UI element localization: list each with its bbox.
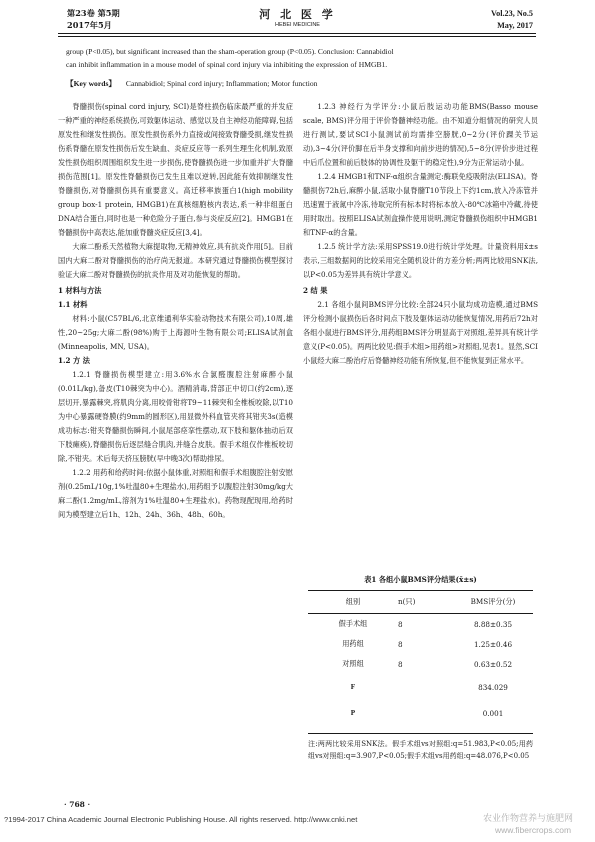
table-cell: 834.029 bbox=[478, 682, 508, 692]
page-number: · 768 · bbox=[64, 800, 91, 809]
abstract-line-2: can inhibit inflammation in a mouse model of spinal cord injury via inhibiting the expression of HMGB1. bbox=[66, 60, 388, 69]
table-cell: 8 bbox=[398, 659, 403, 669]
table-row bbox=[308, 654, 533, 674]
results-paragraph: 2.1 各组小鼠间BMS评分比较:全部24只小鼠均成功造模,通过BMS评分检测小鼠损伤后各时间点下肢及躯体运动功能恢复情况,用药后72h对各组小鼠进行BMS评分,用药组BMS评分明显高于对照组,差异具有统计学意义(P<0.05)。两两比较见:假手术组>用药组>对照组,见表1。显然,SCI小鼠经大麻二酚治疗后脊髓神经功能有所恢复,但不能恢复到正常水平。 bbox=[303, 300, 538, 365]
bms-method-paragraph: 1.2.3 神经行为学评分:小鼠后肢运动功能BMS(Basso mouse scale, BMS)评分用于评价脊髓神经功能。由不知道分组情况的研究人员进行测试,要试SCI小鼠测试前均需排空膀胱,0~2分(评价踝关节运动),3~4分(评价脚在后半身支撑和向前步进的情况),5~8分(评价步进过程中后爪位置和前后肢体的协调性及躯干的稳定性),9分为正常运动小鼠。 bbox=[303, 102, 538, 167]
left-column bbox=[58, 100, 293, 800]
table-note: 注:两两比较采用SNK法。假手术组vs对照组:q=51.983,P<0.05;用药组vs对照组:q=3.907,P<0.05;假手术组vs用药组:q=48.076,P<0.05 bbox=[308, 740, 533, 760]
header-date-right: May, 2017 bbox=[497, 21, 533, 30]
header-date-left: 2017年5月 bbox=[67, 20, 112, 30]
intro-paragraph-1: 脊髓损伤(spinal cord injury, SCI)是脊柱损伤临床最严重的并发症一种严重的神经系统损伤,可致躯体运动、感觉以及自主神经功能障碍,包括原发性和继发性损伤。原发性损伤系外力直接或间接致脊髓受损,继发性损伤系脊髓在原发性损伤后发生缺血、炎症反应等一系列生理生化机制,致原发性损伤组织周围组织发生进一步损伤,使脊髓损伤进一步加重并扩大脊髓损伤范围[1]。原发性脊髓损伤已发生且难以逆转,因此能有效抑制继发性脊髓损伤,对脊髓损伤具有重要意义。高迁移率族蛋白1(high mobility group box-1 protein, HMGB1)在真核细胞核内表达,系一种非组蛋白DNA结合蛋白,同时也是一种危险分子蛋白,参与炎症反应[2]。HMGB1在脊髓损伤中高表达,能加重脊髓炎症反应[3,4]。 bbox=[58, 102, 293, 237]
intro-paragraph-2: 大麻二酚系天然植物大麻提取物,无精神效应,具有抗炎作用[5]。目前国内大麻二酚对脊髓损伤的治疗尚无报道。本研究通过脊髓损伤模型探讨验证大麻二酚对脊髓损伤的抗炎作用及对功能恢复的帮助。 bbox=[58, 242, 293, 279]
table-row bbox=[308, 614, 533, 634]
table-cell: 0.001 bbox=[482, 708, 504, 718]
table-cell bbox=[398, 700, 453, 726]
journal-title: 河 北 医 学 bbox=[259, 8, 336, 21]
table-bottom-rule bbox=[308, 733, 533, 734]
table-header-cell: n(只) bbox=[398, 597, 416, 606]
table-header-cell: 组别 bbox=[345, 597, 361, 606]
table-cell: 8 bbox=[398, 619, 403, 629]
header-volume-left: 第23卷 第5期 bbox=[67, 8, 120, 18]
watermark-logo: 农业作物营养与施肥网 bbox=[483, 813, 574, 823]
table-row bbox=[308, 674, 533, 700]
bms-table bbox=[308, 592, 533, 612]
bms-table-body bbox=[308, 614, 533, 726]
keywords-label: 【Key words】 bbox=[66, 79, 116, 88]
table-cell: 对照组 bbox=[342, 659, 364, 668]
elisa-paragraph: 1.2.4 HMGB1和TNF-α组织含量测定:酶联免疫吸附法(ELISA)。脊髓损伤72h后,麻醉小鼠,活取小鼠脊髓T10节段上下约1cm,放入冷冻管并迅速置于液氮中冷冻,待取完所有标本时将标本放入-80℃冰箱中冷藏,待使用时取出。按照ELISA试剂盒操作使用说明,测定脊髓损伤组织中HMGB1和TNF-α的含量。 bbox=[303, 172, 538, 237]
table-row bbox=[308, 634, 533, 654]
table-header-cell: BMS评分(分) bbox=[470, 597, 516, 606]
subsection-heading-materials: 1.1 材料 bbox=[58, 300, 88, 309]
table-cell: P bbox=[350, 709, 356, 717]
table-caption: 表1 各组小鼠BMS评分结果(x̄±s) bbox=[364, 575, 477, 584]
right-column bbox=[303, 100, 538, 555]
section-heading-results: 2 结 果 bbox=[303, 286, 328, 295]
table-cell: 0.63±0.52 bbox=[473, 659, 513, 669]
subsection-heading-methods: 1.2 方 法 bbox=[58, 356, 90, 365]
table-top-rule bbox=[308, 590, 533, 591]
section-heading-methods: 1 材料与方法 bbox=[58, 286, 102, 295]
journal-title-en: HEBEI MEDICINE bbox=[275, 22, 320, 28]
table-row bbox=[308, 700, 533, 726]
table-cell bbox=[398, 674, 453, 700]
materials-paragraph: 材料:小鼠(C57BL/6,北京维通利华实验动物技术有限公司),10周,雄性,20~25g;大麻二酚(98%)购于上海源叶生物有限公司;ELISA试剂盒(Minneapolis, MN, USA)。 bbox=[58, 314, 293, 351]
table-header-row bbox=[308, 592, 533, 612]
table-cell: 1.25±0.46 bbox=[473, 639, 513, 649]
header-volume-right: Vol.23, No.5 bbox=[490, 9, 533, 18]
table-cell: 8 bbox=[398, 639, 403, 649]
watermark-url: www.fibercrops.com bbox=[495, 825, 572, 835]
abstract-line-1: group (P<0.05), but significant increased than the sham-operation group (P<0.05). Conclusion: Cannabidiol bbox=[66, 47, 394, 56]
model-paragraph: 1.2.1 脊髓损伤模型建立:用3.6%水合氯醛腹腔注射麻醉小鼠(0.01L/kg),备皮(T10棘突为中心)。酒精消毒,背部正中切口(约2cm),逐层切开,暴露棘突,将肌肉分离,用咬骨钳将T9~11棘突和全椎板咬除,以T10为中心暴露硬脊膜(约9mm的圆形区),用显微外科血管夹将其钳夹3s(造模成功标志:钳夹脊髓损伤瞬间,小鼠尾部痉挛性摆动,双下肢和躯体抽动后双下肢瘫痪),脊髓损伤后逐层缝合肌肉,并缝合皮肤。假手术组仅作椎板咬切除,不钳夹。术后每天挤压膀胱(早中晚3次)帮助排尿。 bbox=[58, 370, 293, 463]
table-cell: 用药组 bbox=[342, 639, 364, 648]
header-rule-thin bbox=[58, 36, 536, 37]
header-rule bbox=[58, 33, 536, 34]
table-cell: F bbox=[350, 683, 356, 691]
dosing-paragraph: 1.2.2 用药和给药时间:依据小鼠体重,对照组和假手术组腹腔注射安慰剂(0.25mL/10g,1%吐温80+生理盐水),用药组予以腹腔注射30mg/kg大麻二酚(1.2mg/mL,溶剂为1%吐温80+生理盐水)。药物现配现用,给药时间为模型建立后1h、12h、24h、36h、48h、60h。 bbox=[58, 468, 293, 519]
copyright-footer: ?1994-2017 China Academic Journal Electronic Publishing House. All rights reserved. http://www.cnki.net bbox=[4, 815, 358, 824]
table-cell: 假手术组 bbox=[338, 619, 368, 628]
table-cell: 8.88±0.35 bbox=[473, 619, 513, 629]
stats-paragraph: 1.2.5 统计学方法:采用SPSS19.0进行统计学处理。计量资料用x̄±s表示,三组数据间的比较采用完全随机设计的方差分析;两两比较用SNK法,以P<0.05为差异具有统计学意义。 bbox=[303, 242, 538, 279]
keywords-text: Cannabidiol; Spinal cord injury; Inflammation; Motor function bbox=[125, 79, 318, 88]
